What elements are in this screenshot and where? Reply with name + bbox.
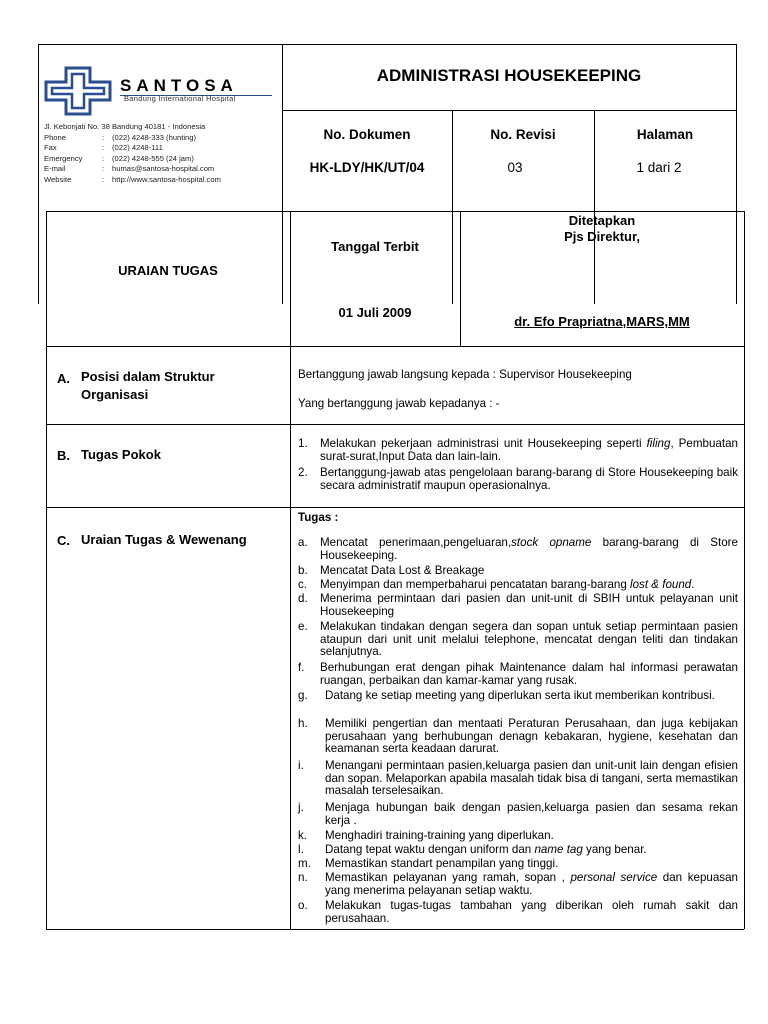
tugas-label: Tugas :	[298, 511, 339, 524]
item-marker: j.	[298, 801, 304, 814]
section-c-item	[298, 662, 738, 688]
revision-value: 03	[507, 160, 523, 175]
logo-name: SANTOSA	[120, 76, 238, 95]
section-c-item	[298, 900, 738, 926]
main-border-top	[46, 211, 744, 212]
section-c-item	[298, 690, 738, 716]
section-a-line1: Bertanggung jawab langsung kepada : Supervisor Housekeeping	[298, 368, 632, 381]
item-marker: d.	[298, 592, 308, 605]
contact-label: Emergency	[44, 153, 83, 163]
contact-row-email: E-mail : humas@santosa-hospital.com	[44, 164, 215, 174]
contact-value: (022) 4248-111	[112, 143, 163, 153]
item-text: Mencatat penerimaan,pengeluaran,stock opname barang-barang di Store Housekeeping.	[320, 536, 738, 562]
contact-value: (022) 4248-333 (hunting)	[112, 132, 197, 142]
contact-label: Fax	[44, 143, 57, 153]
contact-row-phone: Phone : (022) 4248-333 (hunting)	[44, 132, 197, 142]
item-text: Datang ke setiap meeting yang diperlukan serta ikut memberikan kontribusi.	[325, 689, 715, 702]
section-c-item	[298, 858, 738, 871]
item-text: Bertanggung-jawab atas pengelolaan barang-barang di Store Housekeeping baik secara administratif maupun operasionalnya.	[320, 466, 738, 492]
item-text: Melakukan tugas-tugas tambahan yang diberikan oleh rumah sakit dan perusahaan.	[325, 899, 738, 925]
section-a-title-line1: Posisi dalam Struktur	[81, 369, 215, 384]
item-text: Memastikan pelayanan yang ramah, sopan , personal service dan kepuasan yang menerima pelayanan setiap waktu.	[325, 871, 738, 897]
main-border-right	[744, 211, 745, 929]
section-c-item	[298, 593, 738, 619]
item-marker: 2.	[298, 466, 308, 479]
item-marker: o.	[298, 899, 308, 912]
contact-label: E-mail	[44, 164, 66, 174]
logo-subtitle: Bandung International Hospital	[124, 94, 236, 103]
item-text: Memastikan standart penampilan yang tinggi.	[325, 857, 559, 870]
item-text: Menjaga hubungan baik dengan pasien,keluarga pasien dan sesama rekan kerja .	[325, 801, 738, 827]
row-divider-b	[46, 424, 744, 425]
section-b-item	[298, 467, 738, 493]
section-c-title: Uraian Tugas & Wewenang	[81, 532, 247, 547]
section-a-letter: A.	[57, 371, 70, 386]
contact-label: Website	[44, 174, 72, 184]
item-text: Menerima permintaan dari pasien dan unit-unit di SBIH untuk pelayanan unit Housekeeping	[320, 592, 738, 618]
main-border-left	[46, 211, 47, 929]
item-marker: l.	[298, 843, 304, 856]
item-marker: 1.	[298, 437, 308, 450]
section-c-letter: C.	[57, 533, 70, 548]
section-a-line2: Yang bertanggung jawab kepadanya : -	[298, 397, 500, 410]
page-label: Halaman	[636, 127, 694, 142]
section-b-letter: B.	[57, 448, 70, 463]
revision-label: No. Revisi	[490, 127, 556, 142]
item-marker: g.	[298, 689, 308, 702]
item-marker: c.	[298, 578, 308, 591]
contact-row-fax: Fax : (022) 4248-111	[44, 143, 163, 153]
section-b-title: Tugas Pokok	[81, 447, 161, 462]
item-marker: e.	[298, 620, 308, 633]
row-divider-c	[46, 507, 744, 508]
contact-value[interactable]: http://www.santosa-hospital.com	[112, 174, 221, 184]
issue-date-value: 01 Juli 2009	[338, 305, 412, 320]
director-title: Pjs Direktur,	[564, 229, 640, 244]
item-marker: k.	[298, 829, 308, 842]
contact-row-emergency: Emergency : (022) 4248-555 (24 jam)	[44, 153, 194, 163]
item-text: Memiliki pengertian dan mentaati Peraturan Perusahaan, dan juga kebijakan perusahaan yang berhubungan denagn kebakaran, hygiene, kesehatan dan keamanan serta keadaan darurat.	[325, 717, 738, 756]
item-text: Melakukan pekerjaan administrasi unit Housekeeping seperti filing, Pembuatan surat-surat,Input Data dan lain-lain.	[320, 437, 738, 463]
contact-address: Jl. Kebonjati No. 38 Bandung 40181 - Indonesia	[44, 122, 206, 131]
header-border-right	[736, 44, 737, 304]
section-c-item	[298, 537, 738, 563]
item-text: Melakukan tindakan dengan segera dan sopan untuk setiap permintaan pasien ataupun dari unit unit melalui telephone, mencatat dengan teliti dan tindakan selanjutnya.	[320, 620, 738, 659]
item-marker: m.	[298, 857, 311, 870]
section-a-title	[81, 368, 215, 404]
section-c-item	[298, 802, 738, 828]
section-b-item	[298, 438, 738, 464]
item-text: Mencatat Data Lost & Breakage	[320, 564, 485, 577]
item-text: Datang tepat waktu dengan uniform dan name tag yang benar.	[325, 843, 647, 856]
contact-value[interactable]: humas@santosa-hospital.com	[112, 164, 215, 174]
section-c-item	[298, 844, 738, 857]
section-c-item	[298, 830, 738, 843]
page-value: 1 dari 2	[636, 160, 682, 175]
section-c-item	[298, 565, 738, 578]
header-border-left	[38, 44, 39, 304]
approved-label: Ditetapkan	[568, 213, 636, 228]
item-marker: a.	[298, 536, 308, 549]
contact-block	[44, 122, 280, 186]
section-c-item	[298, 718, 738, 757]
item-marker: f.	[298, 661, 305, 674]
item-text: Menyimpan dan memperbaharui pencatatan barang-barang lost & found.	[320, 578, 695, 591]
section-c-item	[298, 760, 738, 799]
section-a-title-line2: Organisasi	[81, 387, 149, 402]
issue-date-label: Tanggal Terbit	[331, 239, 419, 254]
section-c-item	[298, 621, 738, 660]
item-marker: h.	[298, 717, 308, 730]
item-text: Menghadiri training-training yang diperlukan.	[325, 829, 554, 842]
item-text: Menangani permintaan pasien,keluarga pasien dan unit-unit lain dengan efisien dan sopan. Melaporkan apabila masalah tidak bisa di tangani, serta memastikan masalah terselesaikan.	[325, 759, 738, 798]
doc-number-label: No. Dokumen	[323, 127, 411, 142]
signatory-name: dr. Efo Prapriatna,MARS,MM	[514, 314, 690, 329]
contact-label: Phone	[44, 132, 66, 142]
section-c-item	[298, 579, 738, 592]
item-marker: i.	[298, 759, 304, 772]
row-divider-a	[46, 346, 744, 347]
header-border-top	[38, 44, 736, 45]
hospital-cross-icon	[44, 66, 112, 116]
doc-number-value: HK-LDY/HK/UT/04	[309, 160, 425, 175]
uraian-tugas-heading: URAIAN TUGAS	[118, 263, 218, 278]
contact-value: (022) 4248-555 (24 jam)	[112, 153, 194, 163]
contact-row-website: Website : http://www.santosa-hospital.com	[44, 174, 221, 184]
item-text: Berhubungan erat dengan pihak Maintenance dalam hal informasi perawatan ruangan, perbaikan dan kamar-kamar yang rusak.	[320, 661, 738, 687]
item-marker: n.	[298, 871, 308, 884]
document-title: ADMINISTRASI HOUSEKEEPING	[376, 66, 642, 85]
header-divider-title	[282, 110, 736, 111]
section-c-item	[298, 872, 738, 898]
main-border-bottom	[46, 929, 744, 930]
item-marker: b.	[298, 564, 308, 577]
